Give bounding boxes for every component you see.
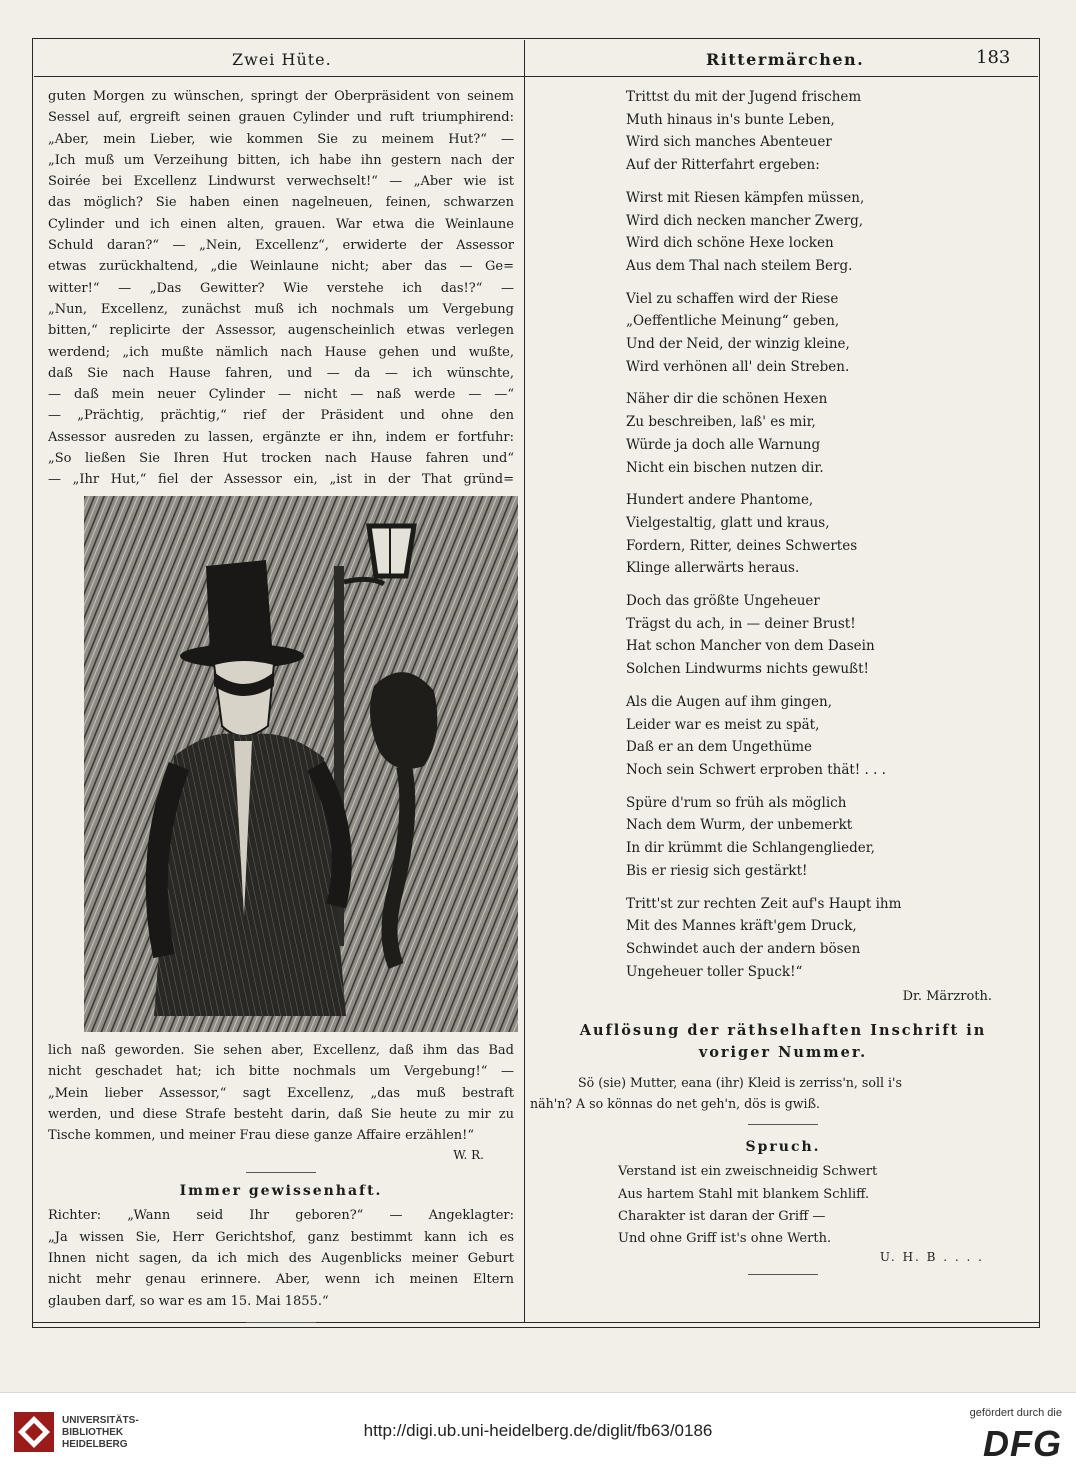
separator	[748, 1124, 818, 1125]
poem-line: Mit des Mannes kräft'gem Druck,	[626, 918, 857, 935]
text-line: „Aber, mein Lieber, wie kommen Sie zu meinem Hut?“ —	[48, 131, 514, 147]
story-continuation	[48, 1040, 514, 1333]
text-line: Assessor ausreden zu lassen, ergänzte er ihn, indem er fortfuhr:	[48, 429, 514, 445]
poem-line: Und der Neid, der winzig kleine,	[626, 336, 850, 353]
poem-line: Daß er an dem Ungethüme	[626, 739, 812, 756]
poem-stanza	[626, 691, 1036, 782]
poem-line: Klinge allerwärts heraus.	[626, 560, 800, 577]
text-line: etwas zurückhaltend, „die Weinlaune nicht; aber das — Ge=	[48, 259, 514, 275]
poem-line: Nicht ein bischen nutzen dir.	[626, 459, 824, 476]
man-in-rain-engraving	[84, 496, 518, 1032]
poem-line: Zu beschreiben, laß' es mir,	[626, 414, 816, 431]
poem-line: Vielgestaltig, glatt und kraus,	[626, 514, 830, 531]
text-line: bitten,“ replicirte der Assessor, augenscheinlich etwas verlegen	[48, 323, 514, 339]
poem-line: Muth hinaus in's bunte Leben,	[626, 111, 835, 128]
poem-line: Als die Augen auf ihm gingen,	[626, 693, 832, 710]
column-divider	[524, 40, 525, 1322]
text-line: Ihnen nicht sagen, da ich mich des Augenblicks meiner Geburt	[48, 1251, 514, 1267]
separator	[748, 1274, 818, 1275]
text-line: witter!“ — „Das Gewitter? Wie verstehe ich das!?“ —	[48, 280, 514, 296]
poem-line: Trittst du mit der Jugend frischem	[626, 89, 862, 105]
poem-line: „Oeffentliche Meinung“ geben,	[626, 313, 840, 330]
poem-line: Hat schon Mancher von dem Dasein	[626, 638, 875, 655]
poem-line: Solchen Lindwurms nichts gewußt!	[626, 661, 869, 678]
poem-stanza	[626, 590, 1036, 681]
spruch-line: Charakter ist daran der Griff —	[618, 1208, 826, 1224]
right-running-title: Rittermärchen.	[706, 50, 865, 69]
spruch-line: Und ohne Griff ist's ohne Werth.	[618, 1230, 832, 1246]
story-text	[48, 86, 514, 491]
poem-line: Noch sein Schwert erproben thät! . . .	[626, 761, 886, 778]
poem	[530, 86, 1036, 983]
header-rule	[34, 76, 1038, 77]
spruch-line: Verstand ist ein zweischneidig Schwert	[618, 1164, 878, 1180]
spruch-verse	[618, 1161, 1036, 1250]
poem-line: Aus dem Thal nach steilem Berg.	[626, 257, 853, 274]
answer-text	[530, 1072, 1036, 1114]
text-line: „So ließen Sie Ihren Hut trocken nach Hause fahren und“	[48, 451, 514, 467]
dfg-logo: DFG	[983, 1423, 1062, 1464]
library-name: UNIVERSITÄTS- BIBLIOTHEK HEIDELBERG	[62, 1415, 139, 1450]
answer-title-line-2: voriger Nummer.	[698, 1044, 868, 1062]
poem-line: Wird dich schöne Hexe locken	[626, 235, 834, 252]
poem-line: Fordern, Ritter, deines Schwertes	[626, 537, 858, 554]
text-line: lich naß geworden. Sie sehen aber, Excellenz, daß ihm das Bad	[48, 1043, 514, 1058]
separator	[246, 1322, 316, 1323]
poem-stanza	[626, 893, 1036, 984]
top-hat	[206, 560, 272, 652]
poem-stanza	[626, 288, 1036, 379]
page-number: 183	[976, 47, 1011, 68]
poem-line: Hundert andere Phantome,	[626, 492, 814, 509]
poem-line: Nach dem Wurm, der unbemerkt	[626, 817, 853, 834]
spruch-signature: U. H. B . . . .	[879, 1250, 984, 1265]
text-line: Schuld daran?“ — „Nein, Excellenz“, erwiderte der Assessor	[48, 238, 514, 254]
answer-line: Sö (sie) Mutter, eana (ihr) Kleid is zerriss'n, soll i's	[578, 1075, 902, 1091]
left-running-title: Zwei Hüte.	[232, 50, 332, 69]
text-line: Sessel auf, ergreift seinen grauen Cylinder und ruft triumphirend:	[48, 110, 514, 126]
right-column	[530, 86, 1036, 1285]
spruch-title: Spruch.	[745, 1139, 821, 1156]
story-signature: W. R.	[453, 1148, 484, 1163]
text-line: nicht geschadet hat; ich bitte nochmals um Vergebung!“ —	[48, 1064, 514, 1080]
permalink-url[interactable]: http://digi.ub.uni-heidelberg.de/diglit/fb63/0186	[363, 1421, 713, 1440]
poem-line: Wird sich manches Abenteuer	[626, 134, 832, 151]
answer-line: näh'n? A so könnas do net geh'n, dös is gwiß.	[530, 1096, 820, 1112]
face	[214, 660, 274, 736]
poem-stanza	[626, 86, 1036, 177]
poem-stanza	[626, 489, 1036, 580]
text-line: das möglich? Sie haben einen nagelneuen, feinen, schwarzen	[48, 195, 514, 211]
text-line: daß Sie nach Hause fahren, und — da — ich wünschte,	[48, 365, 514, 381]
text-line: — daß mein neuer Cylinder — nicht — naß werde — —“	[48, 387, 514, 403]
street-lamp	[369, 526, 414, 576]
poem-line: Schwindet auch der andern bösen	[626, 940, 861, 957]
viewer-footer	[0, 1392, 1076, 1474]
poem-line: Wird verhönen all' dein Streben.	[626, 358, 850, 375]
text-line: „Ich muß um Verzeihung bitten, ich habe ihn gestern nach der	[48, 152, 514, 168]
text-line: — „Ihr Hut,“ fiel der Assessor ein, „ist in der That gründ=	[48, 472, 514, 488]
text-line: werden, und diese Strafe besteht darin, daß Sie heute zu mir zu	[48, 1106, 514, 1122]
text-line: guten Morgen zu wünschen, springt der Oberpräsident von seinem	[48, 89, 514, 104]
spruch-line: Aus hartem Stahl mit blankem Schliff.	[618, 1186, 870, 1202]
text-line: Richter: „Wann seid Ihr geboren?“ — Angeklagter:	[48, 1208, 514, 1224]
poem-line: Auf der Ritterfahrt ergeben:	[626, 157, 820, 174]
rain-illustration	[84, 496, 518, 1032]
separator	[246, 1172, 316, 1173]
poem-line: Wird dich necken mancher Zwerg,	[626, 212, 864, 229]
poem-line: Bis er riesig sich gestärkt!	[626, 862, 808, 879]
poem-line: Würde ja doch alle Warnung	[626, 436, 821, 453]
answer-title-line-1: Auflösung der räthselhaften Inschrift in	[579, 1022, 987, 1040]
poem-line: Doch das größte Ungeheuer	[626, 593, 820, 610]
text-line: — „Prächtig, prächtig,“ rief der Präsident und ohne den	[48, 408, 514, 424]
poem-line: Wirst mit Riesen kämpfen müssen,	[626, 189, 865, 206]
poem-line: Ungeheuer toller Spuck!“	[626, 963, 803, 980]
poem-line: Trägst du ach, in — deiner Brust!	[626, 615, 856, 632]
poem-line: Viel zu schaffen wird der Riese	[626, 290, 839, 307]
poem-line: In dir krümmt die Schlangenglieder,	[626, 840, 875, 857]
poem-signature: Dr. Märzroth.	[902, 989, 992, 1005]
poem-line: Leider war es meist zu spät,	[626, 716, 820, 733]
poem-line: Spüre d'rum so früh als möglich	[626, 794, 847, 811]
poem-line: Näher dir die schönen Hexen	[626, 391, 828, 408]
text-line: Soirée bei Excellenz Lindwurst verwechselt!“ — „Aber wie ist	[48, 174, 514, 190]
text-line: „Mein lieber Assessor,“ sagt Excellenz, „das muß bestraft	[48, 1085, 514, 1101]
poem-stanza	[626, 187, 1036, 278]
text-line: „Nun, Excellenz, zunächst muß ich nochmals um Vergebung	[48, 301, 514, 317]
funded-by-label: gefördert durch die	[969, 1407, 1062, 1419]
poem-stanza	[626, 388, 1036, 479]
text-line: glauben darf, so war es am 15. Mai 1855.“	[48, 1293, 329, 1309]
poem-line: Tritt'st zur rechten Zeit auf's Haupt ihm	[626, 895, 902, 912]
text-line: nicht mehr genau erinnere. Aber, wenn ich meinen Eltern	[48, 1272, 514, 1288]
anecdote-title: Immer gewissenhaft.	[179, 1183, 383, 1200]
poem-stanza	[626, 792, 1036, 883]
text-line: „Ja wissen Sie, Herr Gerichtshof, ganz bestimmt kann ich es	[48, 1229, 514, 1245]
text-line: Cylinder und ich einen alten, grauen. War etwa die Weinlaune	[48, 216, 514, 232]
text-line: werdend; „ich mußte nämlich nach Hause gehen und wußte,	[48, 344, 514, 360]
text-line: Tische kommen, und meiner Frau diese ganze Affaire erzählen!“	[48, 1128, 475, 1144]
